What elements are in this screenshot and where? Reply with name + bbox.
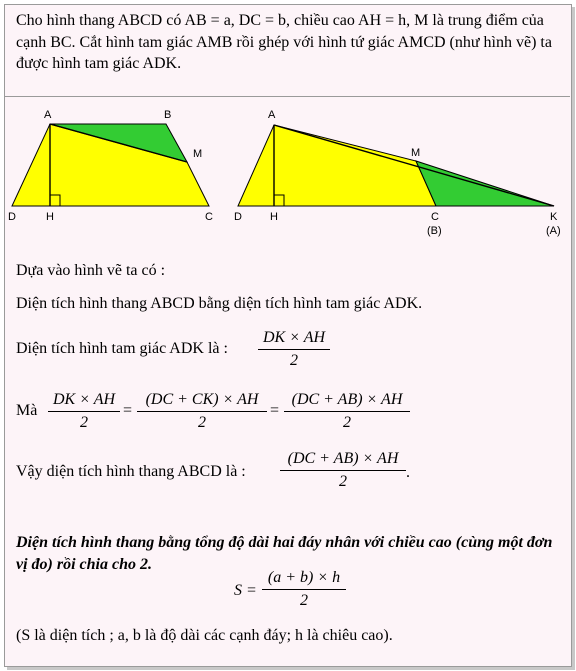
formula-fraction: (a + b) × h 2: [262, 568, 346, 611]
equals-2: =: [270, 402, 280, 419]
label-m: M: [193, 148, 203, 160]
area-rule: Diện tích hình thang bằng tổng độ dài hai đáy nhân với chiều cao (cùng một đơn vị đo) rồi chia cho 2.: [16, 534, 553, 573]
intro-figure-line: Dựa vào hình vẽ ta có :: [16, 262, 166, 279]
fraction-dk-ah: DK × AH 2: [258, 328, 330, 371]
label-h: H: [46, 211, 54, 223]
conclusion-label: Vậy diện tích hình thang ABCD là :: [16, 463, 246, 480]
label-k: K: [550, 211, 558, 223]
label-c-right: C: [431, 211, 439, 223]
ma-label: Mà: [16, 402, 38, 419]
formula-lhs: S =: [234, 582, 257, 599]
label-a-right: A: [268, 109, 276, 121]
trapezoid-figure: [4, 96, 570, 246]
fraction-dc-ab: (DC + AB) × AH 2: [284, 390, 410, 433]
period: .: [406, 464, 410, 481]
fraction-conclusion: (DC + AB) × AH 2: [280, 449, 406, 492]
label-d: D: [8, 211, 16, 223]
problem-statement: Cho hình thang ABCD có AB = a, DC = b, chiều cao AH = h, M là trung điểm của cạnh BC. Cắt hình tam giác AMB rồi ghép với hình tứ giác AMCD (như hình vẽ) ta được hình tam giác ADK.: [16, 12, 552, 72]
equals-1: =: [123, 402, 133, 419]
triangle-area-label: Diện tích hình tam giác ADK là :: [16, 340, 228, 357]
formula-note: (S là diện tích ; a, b là độ dài các cạnh đáy; h là chiêu cao).: [16, 627, 393, 644]
label-a: A: [44, 109, 52, 121]
fraction-dk-ah-2: DK × AH 2: [48, 390, 120, 433]
label-b: B: [164, 109, 172, 121]
label-a-tag: (A): [546, 225, 561, 237]
label-c: C: [205, 211, 213, 223]
area-equal-line: Diện tích hình thang ABCD bằng diện tích hình tam giác ADK.: [16, 295, 423, 312]
label-d-right: D: [234, 211, 242, 223]
fraction-dc-ck: (DC + CK) × AH 2: [137, 390, 267, 433]
label-b-tag: (B): [427, 225, 442, 237]
shape-triangle-right: [416, 161, 554, 206]
label-h-right: H: [270, 211, 278, 223]
label-m-right: M: [411, 147, 421, 159]
shape-amcd-right: [238, 125, 436, 206]
